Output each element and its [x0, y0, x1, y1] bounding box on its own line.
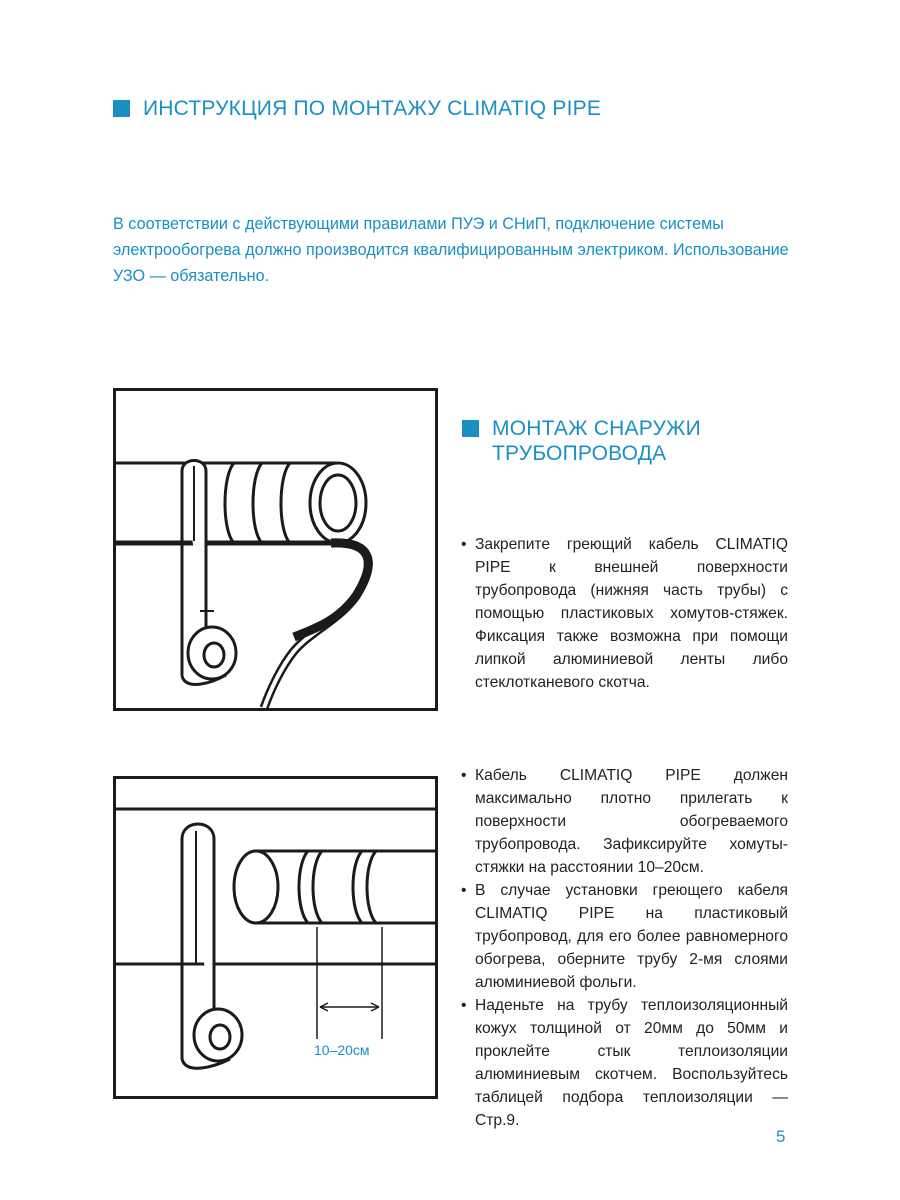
list-item — [461, 879, 788, 994]
figure-tie-spacing — [113, 776, 438, 1099]
section-heading-outside — [462, 416, 752, 466]
bullet-icon: • — [461, 767, 467, 784]
list-item-text: Наденьте на трубу теплоизоляционный кожух толщиной от 20мм до 50мм и проклейте стык теплоизоляции алюминиевым скотчем. Воспользуйтесь таблицей подбора теплоизоляции — Стр.9. — [475, 997, 788, 1129]
dimension-label: 10–20см — [314, 1042, 370, 1058]
list-item-text: Закрепите греющий кабель CLIMATIQ PIPE к внешней поверхности трубопровода (нижняя часть трубы) с помощью пластиковых хомутов-стяжек. Фиксация также возможна при помощи липкой алюминиевой ленты либо стеклотканевого скотча. — [475, 536, 788, 691]
bullet-icon: • — [461, 997, 467, 1014]
outside-mounting-list — [461, 533, 788, 694]
heading-square-icon — [113, 100, 130, 117]
list-item-text: В случае установки греющего кабеля CLIMATIQ PIPE на пластиковый трубопровод, для его более равномерного обогрева, оберните трубу 2-мя слоями алюминиевой фольги. — [475, 882, 788, 991]
page-number: 5 — [776, 1127, 786, 1146]
section-title: МОНТАЖ СНАРУЖИ ТРУБОПРОВОДА — [492, 417, 701, 465]
pipe-spacing-illustration — [116, 779, 435, 1096]
list-item — [461, 994, 788, 1132]
spacing-instructions-list — [461, 764, 788, 1132]
list-item — [461, 533, 788, 694]
main-heading — [113, 96, 601, 121]
page-title: ИНСТРУКЦИЯ ПО МОНТАЖУ CLIMATIQ PIPE — [143, 97, 602, 120]
heading-square-icon — [462, 420, 479, 437]
intro-paragraph: В соответствии с действующими правилами ПУЭ и СНиП, подключение системы электрообогрева должно производится квалифицированным электриком. Использование УЗО — обязательно. — [113, 215, 789, 285]
bullet-icon: • — [461, 536, 467, 553]
figure-cable-mounting — [113, 388, 438, 711]
list-item-text: Кабель CLIMATIQ PIPE должен максимально плотно прилегать к поверхности обогреваемого трубопровода. Зафиксируйте хомуты-стяжки на расстоянии 10–20см. — [475, 767, 788, 876]
pipe-cable-illustration — [116, 391, 435, 708]
list-item — [461, 764, 788, 879]
bullet-icon: • — [461, 882, 467, 899]
